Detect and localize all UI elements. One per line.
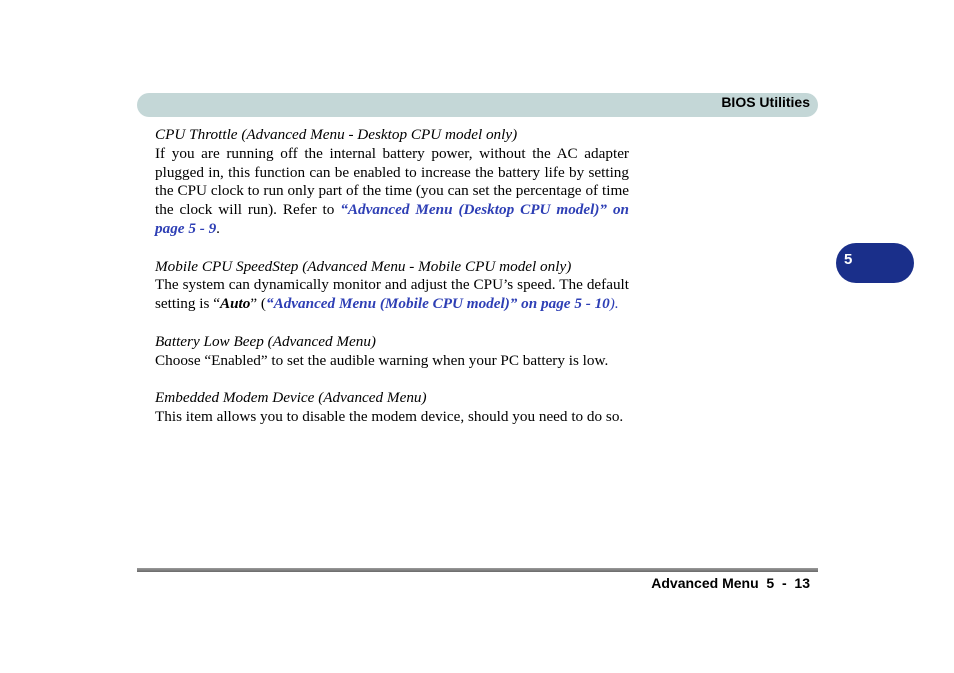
section-body bbox=[155, 145, 629, 239]
cross-reference-link[interactable]: “Advanced Menu (Desktop CPU model)” on page 5 - 9 bbox=[155, 201, 629, 237]
footer-divider bbox=[137, 568, 818, 572]
body-text-end: ). bbox=[609, 295, 619, 313]
footer-section-title: Advanced Menu bbox=[651, 575, 759, 591]
main-content bbox=[155, 126, 629, 446]
section-cpu-throttle bbox=[155, 126, 629, 239]
chapter-number: 5 bbox=[844, 251, 853, 268]
section-title: CPU Throttle (Advanced Menu - Desktop CPU model only) bbox=[155, 126, 518, 143]
section-mobile-cpu-speedstep bbox=[155, 258, 629, 314]
header-bar bbox=[137, 93, 818, 117]
body-text: The system can dynamically monitor and adjust the CPU’s speed. The default setting is “ bbox=[155, 276, 629, 313]
default-value: Auto bbox=[219, 295, 251, 313]
body-text-end: . bbox=[216, 219, 220, 237]
section-body: Choose “Enabled” to set the audible warning when your PC battery is low. bbox=[155, 351, 609, 369]
section-embedded-modem bbox=[155, 389, 629, 427]
page-footer bbox=[651, 575, 810, 591]
section-body: This item allows you to disable the modem device, should you need to do so. bbox=[155, 407, 624, 425]
section-title: Battery Low Beep (Advanced Menu) bbox=[155, 332, 376, 350]
section-title: Mobile CPU SpeedStep (Advanced Menu - Mobile CPU model only) bbox=[155, 257, 572, 275]
section-battery-low-beep bbox=[155, 333, 629, 371]
section-body bbox=[155, 276, 629, 314]
cross-reference-link[interactable]: “Advanced Menu (Mobile CPU model)” on page 5 - 10 bbox=[265, 295, 610, 313]
body-text-mid: ” ( bbox=[250, 295, 266, 313]
page-number: 5 - 13 bbox=[766, 575, 810, 591]
section-title: Embedded Modem Device (Advanced Menu) bbox=[155, 389, 427, 407]
page-header-title: BIOS Utilities bbox=[721, 94, 810, 110]
body-text: If you are running off the internal battery power, without the AC adapter plugged in, this function can be enabled to increase the battery life by setting the CPU clock to run only part of the time (you can set the percentage of time the clock will run). Refer to bbox=[155, 144, 629, 219]
